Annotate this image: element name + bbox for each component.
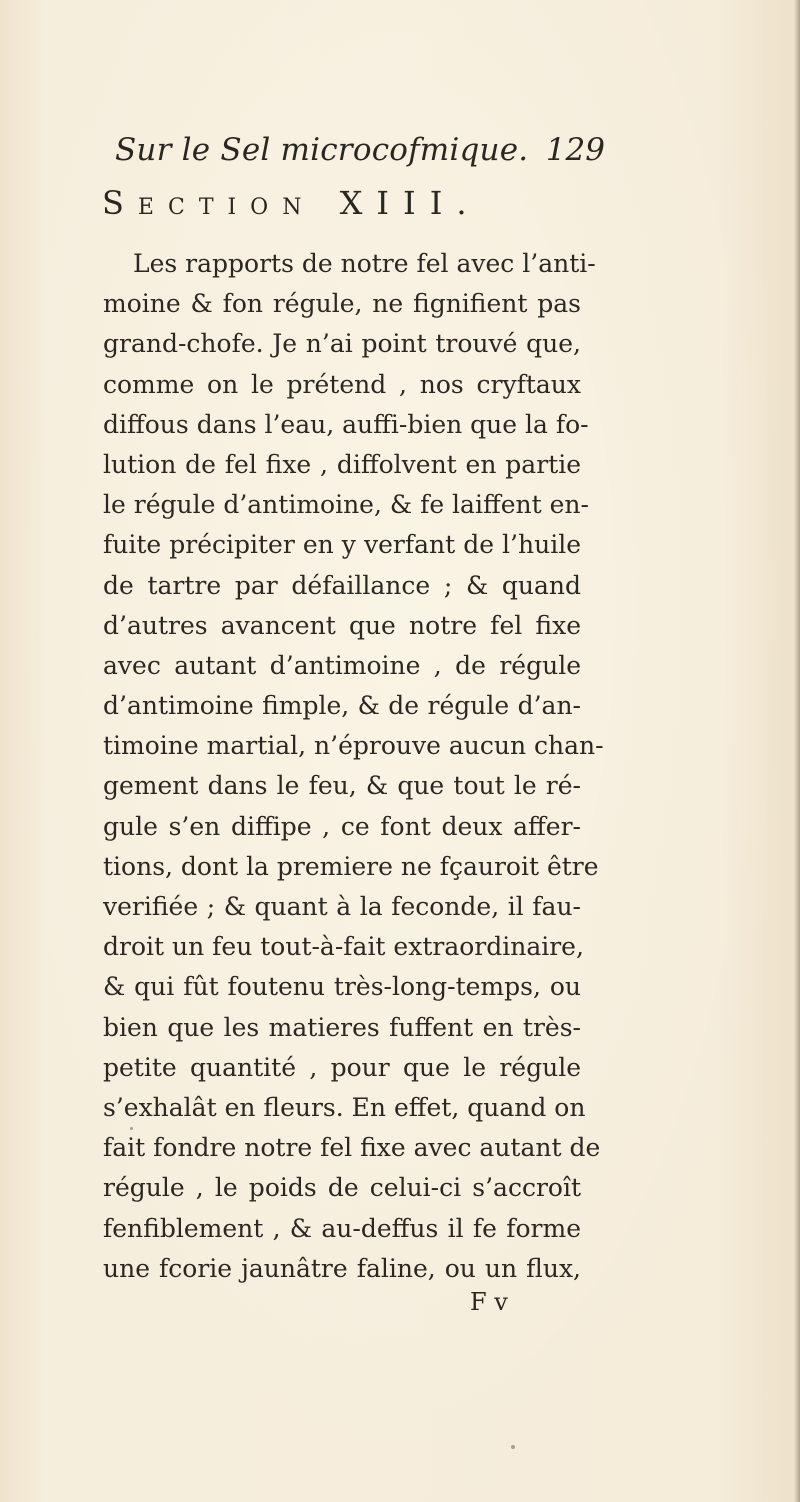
text-line: gement dans le feu, & que tout le ré- (103, 771, 581, 801)
text-line: d’autres avancent que notre fel fixe (103, 610, 581, 640)
text-line: bien que les matieres fuffent en très- (103, 1012, 581, 1042)
signature-mark: F v (470, 1288, 508, 1316)
text-line: régule , le poids de celui-ci s’accroît (103, 1173, 581, 1203)
text-line: gule s’en diffipe , ce font deux affer- (103, 811, 581, 841)
text-line: timoine martial, n’éprouve aucun chan- (103, 731, 604, 761)
text-line: fait fondre notre fel fixe avec autant de (103, 1133, 601, 1163)
text-line: droit un feu tout-à-fait extraordinaire, (103, 932, 584, 962)
text-line: verifiée ; & quant à la feconde, il fau- (103, 892, 581, 921)
paper-speck (130, 1127, 133, 1130)
page-number: 129 (545, 132, 605, 168)
text-line: grand-chofe. Je n’ai point trouvé que, (103, 329, 581, 359)
text-line: le régule d’antimoine, & fe laiffent en- (103, 490, 589, 520)
page-header (115, 128, 605, 176)
text-line: une fcorie jaunâtre faline, ou un flux, (103, 1253, 581, 1283)
text-line: tions, dont la premiere ne fçauroit être (103, 851, 599, 881)
text-line: d’antimoine fimple, & de régule d’an- (103, 691, 581, 721)
section-heading: Section XIII. (102, 184, 481, 222)
text-line: fenfiblement , & au-deffus il fe forme (103, 1213, 581, 1243)
text-line: moine & fon régule, ne fignifient pas (103, 289, 581, 319)
running-title: Sur le Sel microcofmique. (115, 132, 529, 168)
text-line: avec autant d’antimoine , de régule (103, 650, 581, 680)
body-text (103, 244, 604, 1289)
text-line: petite quantité , pour que le régule (103, 1052, 581, 1082)
text-line: de tartre par défaillance ; & quand (103, 570, 581, 600)
text-line: comme on le prétend , nos cryftaux (103, 369, 581, 399)
text-line: s’exhalât en fleurs. En effet, quand on (103, 1092, 586, 1122)
text-line: Les rapports de notre fel avec l’anti- (133, 249, 596, 278)
page-edge-shadow (794, 0, 800, 1502)
text-line: diffous dans l’eau, auffi-bien que la fo- (103, 409, 589, 439)
text-line: lution de fel fixe , diffolvent en partie (103, 449, 581, 479)
text-line: & qui fût foutenu très-long-temps, ou (103, 972, 581, 1002)
text-line: fuite précipiter en y verfant de l’huile (103, 530, 581, 560)
paper-speck (511, 1445, 515, 1449)
